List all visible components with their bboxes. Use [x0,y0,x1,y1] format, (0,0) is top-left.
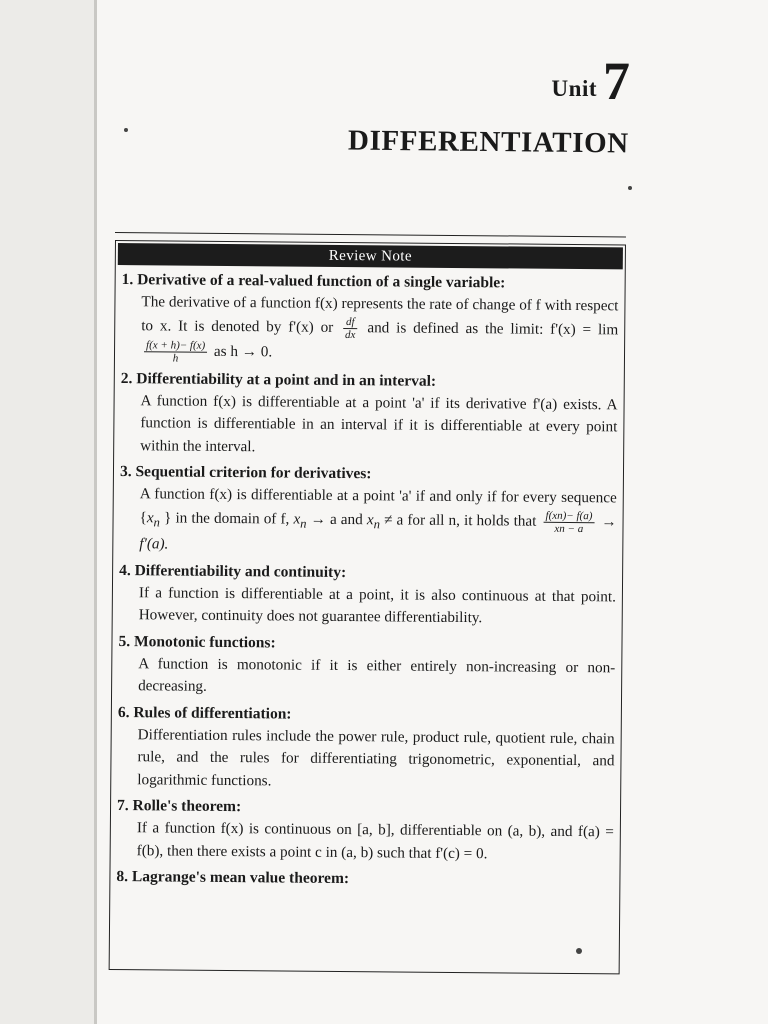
section-title: Lagrange's mean value theorem: [131,868,350,888]
section-title: Derivative of a real-valued function of a single variable: [137,271,506,292]
fraction-difference-quotient [543,509,594,534]
section-number: 7. [116,797,129,815]
section-title: Monotonic functions: [133,632,276,651]
section-body: Differentiation rules include the power rule, product rule, quotient rule, chain rule, and the rules for differentiating trigonometric, exponential, and logarithmic functions. [137,725,615,789]
section-title: Differentiability and continuity: [134,561,347,581]
review-note-sections [110,265,624,892]
body-text: } in the domain of f, [164,508,290,528]
section-number: 2. [120,369,133,387]
section-number: 1. [121,271,134,289]
page-left-margin [0,0,96,1024]
body-text: and is defined as the limit: f'(x) = lim [367,318,619,338]
section-3 [119,461,617,560]
section-heading [116,866,613,892]
section-2 [120,368,618,462]
review-note-box [109,240,626,974]
fraction-denominator: xn − a [554,522,584,535]
unit-heading [551,51,630,111]
body-text: as h → 0. [213,342,273,360]
section-7 [117,795,615,866]
review-note-banner: Review Note [118,243,623,269]
chapter-title: DIFFERENTIATION [348,124,630,160]
sequence-variable: x [366,510,374,528]
section-body [119,483,617,560]
sequence-variable: x [146,508,154,526]
body-text: A function f(x) is differentiable at a point 'a' if and only if for every sequence { [139,485,617,526]
section-8 [116,866,613,892]
fraction-numerator: df [343,315,358,328]
sequence-subscript: n [373,516,381,531]
speck [124,128,128,132]
section-4 [119,560,617,631]
section-6 [117,702,615,796]
section-number: 3. [119,463,132,481]
body-text: → a and [310,510,363,528]
fraction-numerator: f(x + h)− f(x) [144,339,207,353]
sequence-variable: x [293,510,301,528]
section-title: Rules of differentiation: [133,703,292,723]
sequence-subscript: n [300,516,307,531]
section-body: If a function f(x) is continuous on [a, b], differentiable on (a, b), and f(a) = f(b), then there exists a point c in (a, b) such that f'(c) = 0. [136,819,614,862]
section-body: A function is monotonic if it is either entirely non-increasing or non-decreasing. [138,654,616,695]
section-title: Differentiability at a point and in an interval: [136,369,437,390]
section-title: Rolle's theorem: [132,797,242,816]
speck [628,186,632,190]
section-5 [118,631,616,702]
fraction-limit [144,339,207,365]
body-text: The derivative of a function f(x) represents the rate of change of f with respect to x. It is denoted by f'(x) or [141,293,619,336]
section-number: 8. [116,868,129,886]
section-number: 5. [118,632,131,650]
fraction-denominator: dx [345,328,356,341]
fraction-denominator: h [172,352,179,365]
section-title: Sequential criterion for derivatives: [135,463,372,483]
section-body [121,291,619,368]
fraction-numerator: f(xn)− f(a) [544,509,595,522]
section-body: If a function is differentiable at a point, it is also continuous at that point. However, continuity does not guarantee differentiability. [138,583,616,627]
body-text: → f′(a). [139,512,617,553]
unit-number: 7 [603,51,630,111]
body-text: ≠ a for all n, it holds that [384,510,537,530]
section-1 [121,269,619,368]
section-number: 6. [117,703,130,721]
sequence-subscript: n [153,514,160,529]
fraction-df-dx [343,315,358,340]
unit-label: Unit [551,76,597,101]
section-number: 4. [119,561,131,579]
section-body: A function f(x) is differentiable at a point 'a' if its derivative f'(a) exists. A function is differentiable in an interval if it is differentiable at every point within the interval. [140,391,618,455]
